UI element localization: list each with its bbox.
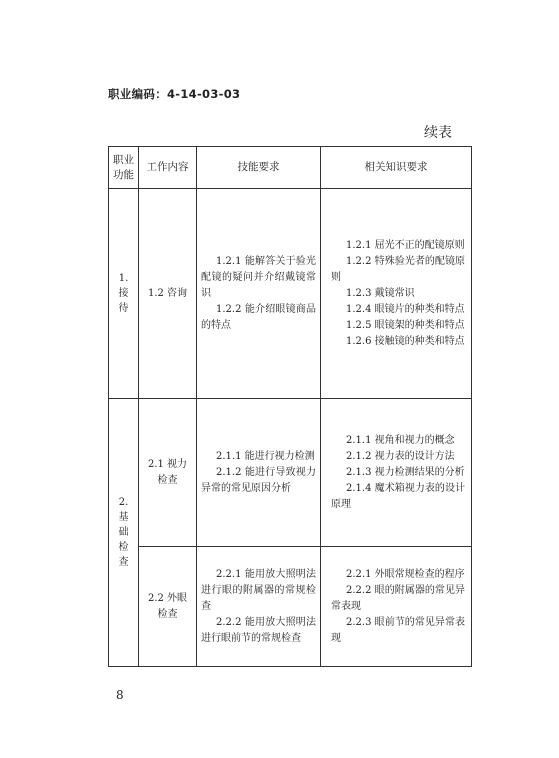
skills-cell: [197, 547, 321, 667]
skills-cell: [197, 399, 321, 547]
knowledge-item: 2.1.2 视力表的设计方法: [346, 450, 455, 462]
work-cell: 2.2 外眼检查: [139, 547, 197, 667]
skill-item: 2.2.2 能用放大照明法进行眼前节的常规检查: [201, 616, 316, 644]
function-number: 2.: [118, 497, 129, 508]
header-work: 工作内容: [139, 147, 197, 189]
knowledge-item: 1.2.4 眼镜片的种类和特点: [346, 303, 465, 315]
work-cell: 1.2 咨询: [139, 189, 197, 399]
skills-cell: [197, 189, 321, 399]
skill-item: 2.2.1 能用放大照明法进行眼的附属器的常规检查: [201, 568, 316, 612]
knowledge-item: 2.1.1 视角和视力的概念: [346, 434, 455, 446]
header-knowledge: 相关知识要求: [321, 147, 472, 189]
knowledge-item: 2.1.3 视力检测结果的分析: [346, 466, 465, 478]
knowledge-item: 2.2.1 外眼常规检查的程序: [346, 568, 465, 580]
knowledge-cell: [321, 399, 472, 547]
work-cell: 2.1 视力检查: [139, 399, 197, 547]
skill-item: 1.2.1 能解答关于验光配镜的疑问并介绍戴镜常识: [201, 255, 316, 299]
table-header-row: [109, 147, 472, 189]
header-function: 职业功能: [109, 147, 139, 189]
function-title: 接待: [118, 288, 129, 314]
function-title: 基础检查: [118, 512, 129, 568]
knowledge-cell: [321, 189, 472, 399]
knowledge-cell: [321, 547, 472, 667]
knowledge-item: 2.2.2 眼的附属器的常见异常表现: [331, 584, 465, 612]
table-row: [109, 399, 472, 547]
knowledge-item: 1.2.1 屈光不正的配镜原则: [346, 239, 465, 251]
page-number: 8: [116, 688, 124, 702]
knowledge-item: 1.2.5 眼镜架的种类和特点: [346, 319, 465, 331]
skill-item: 2.1.2 能进行导致视力异常的常见原因分析: [201, 466, 316, 494]
knowledge-item: 1.2.3 戴镜常识: [346, 287, 415, 299]
continued-label: 续表: [424, 125, 452, 141]
knowledge-item: 1.2.6 接触镜的种类和特点: [346, 335, 465, 347]
knowledge-item: 1.2.2 特殊验光者的配镜原则: [331, 255, 465, 283]
function-number: 1.: [118, 273, 129, 284]
table-row: [109, 547, 472, 667]
skills-table: [108, 146, 472, 667]
knowledge-item: 2.2.3 眼前节的常见异常表现: [331, 616, 465, 644]
function-cell: [109, 399, 139, 667]
skill-item: 2.1.1 能进行视力检测: [216, 450, 315, 462]
header-skills: 技能要求: [197, 147, 321, 189]
knowledge-item: 2.1.4 魔术箱视力表的设计原理: [331, 482, 465, 510]
occupation-code: 职业编码：4-14-03-03: [108, 87, 241, 101]
table-row: [109, 189, 472, 399]
function-cell: [109, 189, 139, 399]
skill-item: 1.2.2 能介绍眼镜商品的特点: [201, 303, 316, 331]
